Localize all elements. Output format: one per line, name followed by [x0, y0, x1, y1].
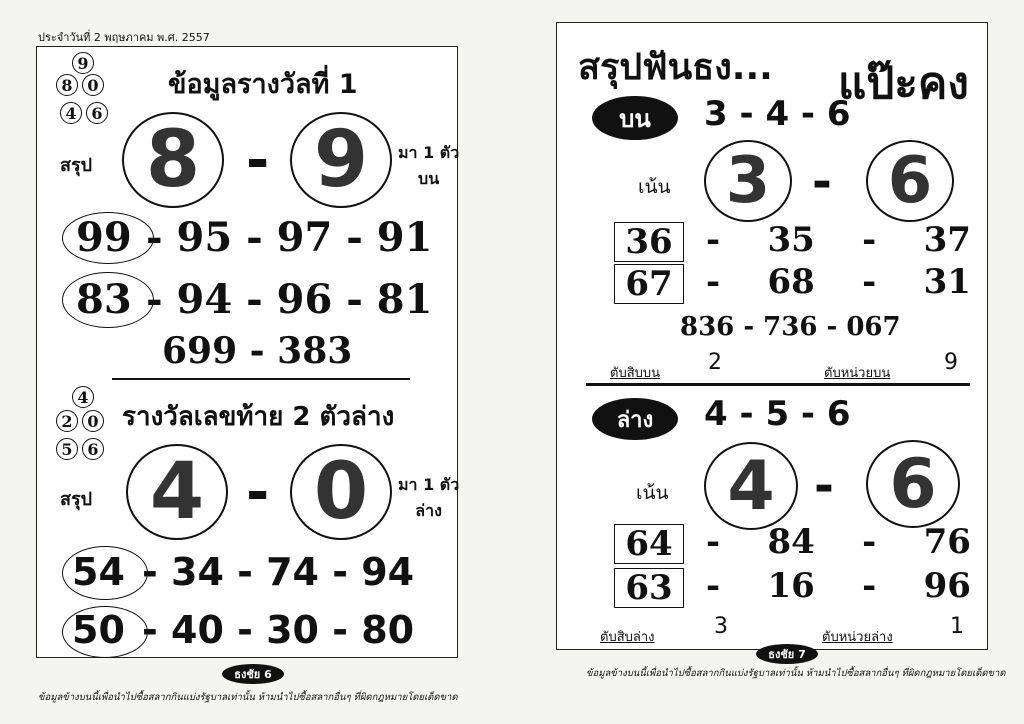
top-badge: บน	[592, 96, 678, 140]
units-bottom-label: ตับหน่วยล่าง	[822, 630, 893, 645]
main-number-circle	[704, 140, 792, 222]
units-top-value: 9	[944, 350, 958, 375]
digit-circle: 5	[56, 438, 78, 460]
bottom-sequence: 4 - 5 - 6	[704, 394, 851, 434]
number-highlight: 99	[76, 214, 132, 261]
emphasis-label: เน้น	[636, 482, 669, 504]
section-title-2: รางวัลเลขท้าย 2 ตัวล่าง	[122, 402, 395, 432]
number-row: - 35 - 37	[706, 220, 971, 260]
digit-circle: 6	[82, 438, 104, 460]
number-row: - 68 - 31	[706, 262, 971, 302]
summary-label: สรุป	[60, 489, 93, 510]
summary-label: สรุป	[60, 155, 93, 176]
dash: -	[812, 154, 832, 210]
footer-note: ข้อมูลข้างบนนี้เพื่อนำไปซื้อสลากกินแบ่งรัฐบาลเท่านั้น ห้ามนำไปซื้อสลากอื่นๆ ที่ผิดกฎหมายโดยเด็ดขาด	[586, 668, 1006, 679]
boxed-number: 63	[614, 568, 684, 608]
units-bottom-value: 1	[950, 614, 964, 639]
main-number-circle	[866, 140, 954, 222]
main-number: 4	[727, 446, 775, 526]
main-number: 8	[145, 115, 201, 205]
tens-bottom-value: 3	[714, 614, 728, 639]
number-row: - 95 - 97 - 91	[146, 214, 433, 261]
page-title-name: แป๊ะคง	[838, 58, 969, 109]
main-number-circle	[290, 112, 392, 208]
dash: -	[246, 128, 270, 193]
page-badge: ธงชัย 7	[756, 644, 818, 664]
number-row: - 34 - 74 - 94	[142, 550, 415, 594]
dash: -	[814, 458, 834, 514]
three-digit-row: 836 - 736 - 067	[680, 312, 901, 342]
boxed-number: 36	[614, 222, 684, 262]
emphasis-label: เน้น	[638, 176, 671, 198]
digit-circle: 0	[82, 410, 104, 432]
number-row: - 84 - 76	[706, 522, 971, 562]
page-title: สรุปฟันธง...	[578, 47, 773, 88]
main-number-circle	[290, 444, 392, 540]
digit-circle: 4	[72, 386, 94, 408]
number-row: - 94 - 96 - 81	[146, 276, 433, 323]
page-badge: ธงชัย 6	[222, 664, 284, 684]
footer-note: ข้อมูลข้างบนนี้เพื่อนำไปซื้อสลากกินแบ่งรัฐบาลเท่านั้น ห้ามนำไปซื้อสลากอื่นๆ ที่ผิดกฎหมายโดยเด็ดขาด	[38, 692, 458, 703]
main-number: 0	[313, 447, 369, 537]
digit-circle: 4	[60, 102, 82, 124]
main-number-circle	[704, 442, 798, 530]
divider	[586, 383, 970, 386]
boxed-number: 64	[614, 524, 684, 564]
main-number: 9	[313, 115, 369, 205]
tens-bottom-label: ตับสิบล่าง	[600, 630, 655, 645]
digit-circle: 0	[82, 74, 104, 96]
number-row: - 16 - 96	[706, 566, 971, 606]
main-number: 6	[887, 144, 933, 218]
top-sequence: 3 - 4 - 6	[704, 94, 851, 134]
tens-top-label: ตับสิบบน	[610, 366, 661, 381]
dash: -	[246, 460, 270, 525]
digit-circle: 6	[86, 102, 108, 124]
main-number-circle	[122, 112, 224, 208]
number-row: - 40 - 30 - 80	[142, 608, 415, 652]
boxed-number: 67	[614, 264, 684, 304]
number-highlight: 54	[72, 550, 125, 594]
digit-circle: 9	[72, 52, 94, 74]
section-title-1: ข้อมูลรางวัลที่ 1	[168, 69, 358, 100]
main-number-circle	[866, 440, 960, 528]
digit-circle: 2	[56, 410, 78, 432]
bottom-badge: ล่าง	[592, 398, 678, 440]
number-highlight: 50	[72, 608, 125, 652]
divider	[112, 378, 410, 380]
number-highlight: 83	[76, 276, 132, 323]
note-text: มา 1 ตัว บน	[398, 143, 460, 188]
note-text: มา 1 ตัว ล่าง	[398, 475, 460, 520]
three-digit-row: 699 - 383	[162, 330, 353, 372]
date-header: ประจำวันที่ 2 พฤษภาคม พ.ศ. 2557	[38, 31, 210, 44]
main-number-circle	[126, 444, 228, 540]
units-top-label: ตับหน่วยบน	[824, 366, 891, 381]
tens-top-value: 2	[708, 350, 722, 375]
main-number: 4	[149, 447, 205, 537]
main-number: 6	[889, 444, 937, 524]
main-number: 3	[725, 144, 771, 218]
digit-circle: 8	[56, 74, 78, 96]
